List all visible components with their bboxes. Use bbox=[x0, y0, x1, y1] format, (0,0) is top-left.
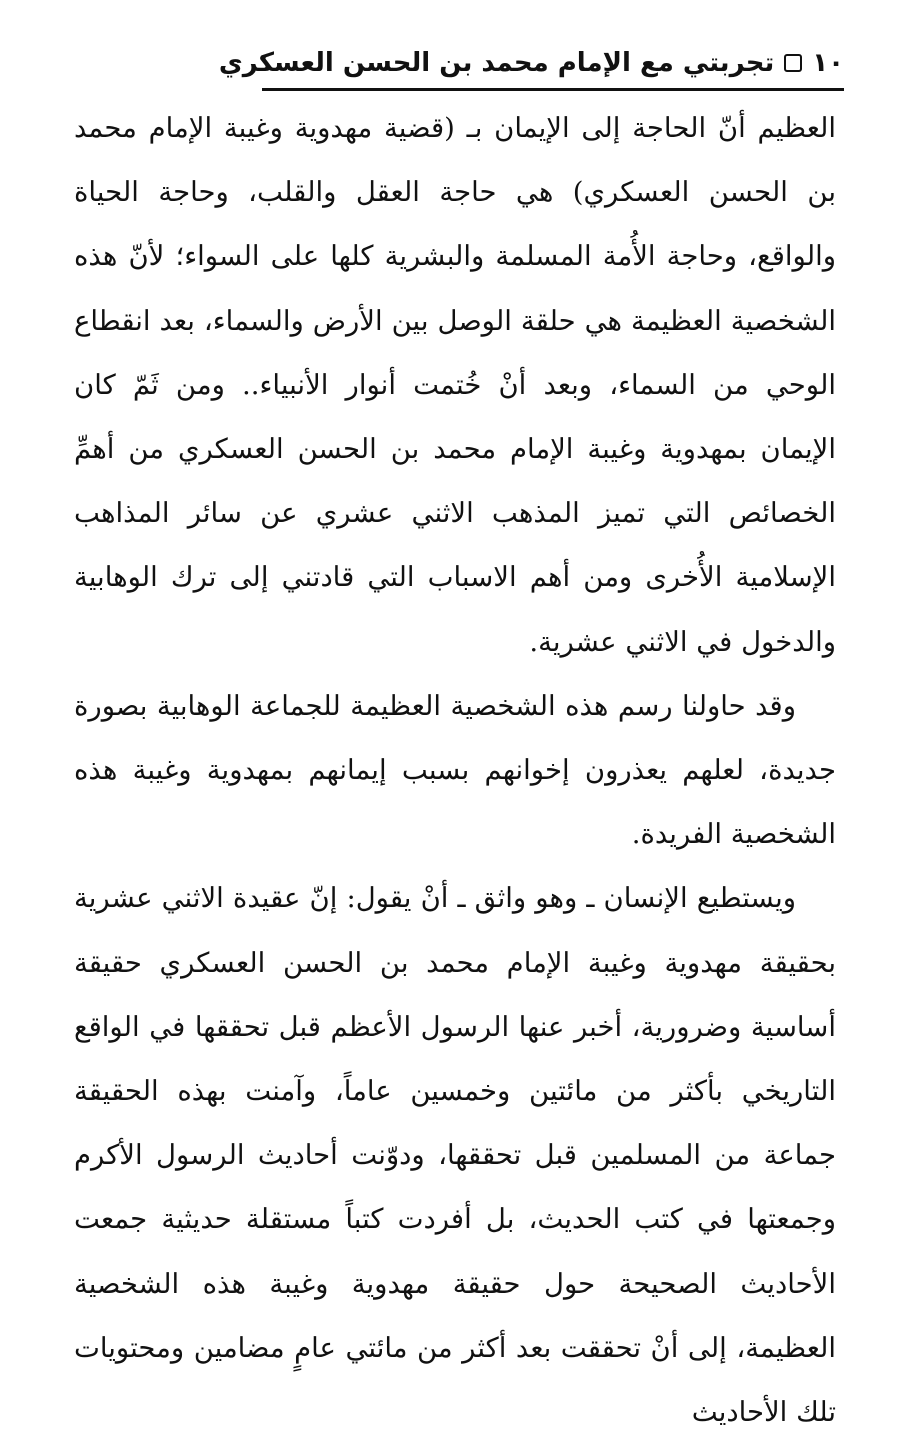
running-header bbox=[54, 40, 844, 86]
paragraph-2: وقد حاولنا رسم هذه الشخصية العظيمة للجماعة الوهابية بصورة جديدة، لعلهم يعذرون إخوانهم بسبب إيمانهم بمهدوية وغيبة هذه الشخصية الفريدة. bbox=[74, 689, 836, 851]
paragraph-3: ويستطيع الإنسان ـ وهو واثق ـ أنْ يقول: إنّ عقيدة الاثني عشرية بحقيقة مهدوية وغيبة الإمام محمد بن الحسن العسكري حقيقة أساسية وضرورية، أخبر عنها الرسول الأعظم قبل تحققها في الواقع التاريخي بأكثر من مائتين وخمسين عاماً، وآمنت بهذه الحقيقة جماعة من المسلمين قبل تحققها، ودوّنت أحاديث الرسول الأكرم وجمعتها في كتب الحديث، بل أفردت كتباً مستقلة حديثية جمعت الأحاديث الصحيحة حول حقيقة مهدوية وغيبة هذه الشخصية العظيمة، إلى أنْ تحققت بعد أكثر من مائتي عامٍ مضامين ومحتويات تلك الأحاديث bbox=[74, 882, 836, 1429]
header-rule bbox=[262, 88, 844, 91]
page-number: ١٠ bbox=[812, 48, 844, 78]
paragraph-1: العظيم أنّ الحاجة إلى الإيمان بـ (قضية مهدوية وغيبة الإمام محمد بن الحسن العسكري) هي حاجة العقل والقلب، وحاجة الحياة والواقع، وحاجة الأُمة المسلمة والبشرية كلها على السواء؛ لأنّ هذه الشخصية العظيمة هي حلقة الوصل بين الأرض والسماء، بعد انقطاع الوحي من السماء، وبعد أنْ خُتمت أنوار الأنبياء.. ومن ثَمّ كان الإيمان بمهدوية وغيبة الإمام محمد بن الحسن العسكري من أهمِّ الخصائص التي تميز المذهب الاثني عشري عن سائر المذاهب الإسلامية الأُخرى ومن أهم الاسباب التي قادتني إلى ترك الوهابية والدخول في الاثني عشرية. bbox=[74, 112, 836, 658]
book-title: تجربتي مع الإمام محمد بن الحسن العسكري bbox=[218, 48, 775, 78]
body-text bbox=[74, 96, 836, 1444]
header-square-icon bbox=[784, 54, 802, 72]
